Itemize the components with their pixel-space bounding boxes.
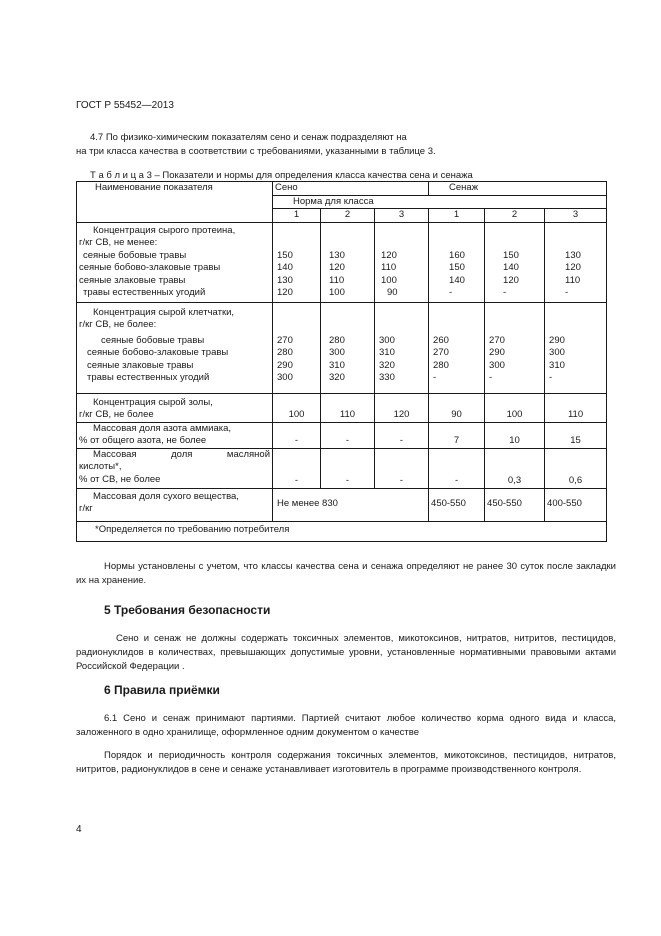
value-cell-hay-min: Не менее 830 bbox=[273, 488, 429, 521]
value-cell: - bbox=[429, 448, 485, 488]
value-cell: 110 bbox=[329, 274, 345, 286]
value-cell: 130 bbox=[329, 249, 345, 261]
value-cell: 260 bbox=[433, 334, 449, 346]
value-cell: 110 bbox=[565, 274, 581, 286]
header-name: Наименование показателя bbox=[77, 182, 273, 223]
values-hay-2 bbox=[321, 222, 375, 302]
value-cell: - bbox=[449, 287, 453, 298]
value-cell: 300 bbox=[489, 359, 505, 371]
value-cell: 140 bbox=[277, 262, 293, 273]
value-cell: 150 bbox=[449, 262, 465, 273]
value-cell: 90 bbox=[429, 393, 485, 422]
quality-table bbox=[76, 181, 607, 542]
row-item: сеяные злаковые травы bbox=[87, 359, 194, 371]
value-cell: 450-550 bbox=[485, 488, 545, 521]
row-item: сеяные злаковые травы bbox=[79, 274, 186, 286]
values-haylage-1 bbox=[429, 222, 485, 302]
value-cell: - bbox=[321, 448, 375, 488]
value-cell: 130 bbox=[277, 274, 293, 286]
value-cell: 320 bbox=[329, 372, 345, 383]
value-cell: 90 bbox=[387, 287, 398, 298]
value-cell: 290 bbox=[489, 347, 505, 358]
row-label-protein bbox=[77, 222, 273, 302]
row-subtitle: кислоты*, bbox=[79, 461, 122, 472]
value-cell: 280 bbox=[433, 359, 449, 371]
row-title: Концентрация сырой клетчатки, bbox=[93, 306, 235, 318]
value-cell: 120 bbox=[503, 274, 519, 286]
value-cell: - bbox=[273, 422, 321, 448]
value-cell: 270 bbox=[433, 347, 449, 358]
row-label-drymatter bbox=[77, 488, 273, 521]
row-label-butyric bbox=[77, 448, 273, 488]
row-subtitle: г/кг СВ, не менее: bbox=[79, 237, 158, 248]
class-number: 3 bbox=[545, 209, 607, 223]
table-caption: Т а б л и ц а 3 – Показатели и нормы для определения класса качества сена и сенажа bbox=[90, 170, 473, 181]
table-row-ash bbox=[77, 393, 607, 422]
values-hay-3 bbox=[375, 302, 429, 393]
header-haylage: Сенаж bbox=[429, 182, 607, 196]
values-haylage-1 bbox=[429, 302, 485, 393]
row-title-word: масляной bbox=[226, 448, 270, 460]
value-cell: 150 bbox=[503, 249, 519, 261]
section-5-title: 5 Требования безопасности bbox=[104, 603, 271, 617]
value-cell: 120 bbox=[329, 262, 345, 273]
row-item: сеяные бобовые травы bbox=[101, 334, 205, 346]
value-cell: 10 bbox=[485, 422, 545, 448]
value-cell: - bbox=[433, 372, 437, 383]
row-subtitle: г/кг СВ, не более: bbox=[79, 319, 157, 330]
value-cell: 130 bbox=[565, 249, 581, 261]
row-subtitle: % от общего азота, не более bbox=[79, 435, 207, 446]
row-item: сеяные бобово-злаковые травы bbox=[79, 262, 221, 273]
row-title bbox=[79, 449, 270, 462]
value-cell: 310 bbox=[549, 359, 565, 371]
value-cell: 400-550 bbox=[545, 488, 607, 521]
value-cell: 160 bbox=[449, 249, 465, 261]
value-cell: - bbox=[273, 448, 321, 488]
value-cell: 310 bbox=[379, 347, 395, 358]
class-number: 2 bbox=[321, 209, 375, 223]
row-title: Концентрация сырого протеина, bbox=[93, 224, 236, 236]
section-6-title: 6 Правила приёмки bbox=[104, 683, 220, 697]
row-title-word: Массовая bbox=[93, 448, 137, 460]
value-cell: 300 bbox=[549, 347, 565, 358]
class-number: 3 bbox=[375, 209, 429, 223]
intro-paragraph bbox=[76, 131, 616, 159]
value-cell: - bbox=[375, 448, 429, 488]
class-number: 2 bbox=[485, 209, 545, 223]
values-hay-1 bbox=[273, 222, 321, 302]
table-footnote: *Определяется по требованию потребителя bbox=[77, 521, 607, 541]
value-cell: 100 bbox=[381, 274, 397, 286]
row-label-fiber bbox=[77, 302, 273, 393]
value-cell: 120 bbox=[381, 249, 397, 261]
values-haylage-2 bbox=[485, 302, 545, 393]
values-hay-3 bbox=[375, 222, 429, 302]
section-6-paragraph-1: 6.1 Сено и сенаж принимают партиями. Партией считают любое количество корма одного вида и класса, заложенного в одно хранилище, оформленное одним документом о качестве bbox=[76, 713, 616, 738]
value-cell: 140 bbox=[449, 274, 465, 286]
value-cell: - bbox=[503, 287, 507, 298]
table-row-butyric bbox=[77, 448, 607, 488]
class-number: 1 bbox=[273, 209, 321, 223]
value-cell: 450-550 bbox=[429, 488, 485, 521]
value-cell: 110 bbox=[321, 393, 375, 422]
value-cell: 290 bbox=[549, 334, 565, 346]
row-subtitle: г/кг СВ, не более bbox=[79, 409, 154, 420]
value-cell: 110 bbox=[545, 393, 607, 422]
value-cell: 320 bbox=[379, 359, 395, 371]
row-title-word: доля bbox=[171, 448, 193, 460]
value-cell: 0,6 bbox=[545, 448, 607, 488]
value-cell: 140 bbox=[503, 262, 519, 273]
row-item: травы естественных угодий bbox=[87, 372, 210, 383]
value-cell: 120 bbox=[277, 287, 293, 298]
row-title: Массовая доля сухого вещества, bbox=[93, 490, 239, 502]
values-hay-2 bbox=[321, 302, 375, 393]
row-title: Массовая доля азота аммиака, bbox=[93, 422, 232, 434]
table-row-ammonia bbox=[77, 422, 607, 448]
values-hay-1 bbox=[273, 302, 321, 393]
intro-line-1: 4.7 По физико-химическим показателям сено и сенаж подразделяют на bbox=[90, 132, 407, 143]
row-label-ash bbox=[77, 393, 273, 422]
value-cell: 300 bbox=[379, 334, 395, 346]
table-row-fiber bbox=[77, 302, 607, 393]
value-cell: 270 bbox=[489, 334, 505, 346]
row-item: сеяные бобовые травы bbox=[83, 249, 187, 261]
value-cell: 280 bbox=[329, 334, 345, 346]
value-cell: 100 bbox=[329, 287, 345, 298]
page-number: 4 bbox=[76, 824, 82, 835]
value-cell: 100 bbox=[485, 393, 545, 422]
value-cell: 290 bbox=[277, 359, 293, 371]
row-label-ammonia bbox=[77, 422, 273, 448]
values-haylage-3 bbox=[545, 302, 607, 393]
value-cell: 15 bbox=[545, 422, 607, 448]
value-cell: 300 bbox=[277, 372, 293, 383]
value-cell: 150 bbox=[277, 249, 293, 261]
norms-paragraph: Нормы установлены с учетом, что классы качества сена и сенажа определяют не ранее 30 суток после закладки их на хранение. bbox=[76, 561, 616, 586]
section-6-paragraph-2: Порядок и периодичность контроля содержания токсичных элементов, микотоксинов, пестицидов, нитратов, нитритов, радионуклидов в сене и сенаже устанавливает изготовитель в программе производственного контроля. bbox=[76, 750, 616, 775]
document-header: ГОСТ Р 55452—2013 bbox=[76, 100, 174, 111]
values-haylage-2 bbox=[485, 222, 545, 302]
row-title: Концентрация сырой золы, bbox=[93, 396, 213, 408]
class-number: 1 bbox=[429, 209, 485, 223]
value-cell: 310 bbox=[329, 359, 345, 371]
header-norm: Норма для класса bbox=[273, 195, 607, 209]
value-cell: - bbox=[549, 372, 553, 383]
value-cell: 330 bbox=[379, 372, 395, 383]
value-cell: - bbox=[375, 422, 429, 448]
value-cell: 300 bbox=[329, 347, 345, 358]
value-cell: 270 bbox=[277, 334, 293, 346]
row-item: травы естественных угодий bbox=[83, 287, 206, 298]
table-footnote-row bbox=[77, 521, 607, 541]
value-cell: - bbox=[321, 422, 375, 448]
row-subtitle: % от СВ, не более bbox=[79, 473, 161, 485]
value-cell: 0,3 bbox=[485, 448, 545, 488]
header-hay: Сено bbox=[273, 182, 429, 196]
value-cell: - bbox=[565, 287, 569, 298]
table-row-drymatter bbox=[77, 488, 607, 521]
intro-line-2: на три класса качества в соответствии с требованиями, указанными в таблице 3. bbox=[76, 146, 436, 157]
value-cell: 120 bbox=[565, 262, 581, 273]
value-cell: 7 bbox=[429, 422, 485, 448]
value-cell: 280 bbox=[277, 347, 293, 358]
table-row-protein bbox=[77, 222, 607, 302]
section-5-text: Сено и сенаж не должны содержать токсичных элементов, микотоксинов, нитратов, нитритов, пестицидов, радионуклидов в количествах, превышающих допустимые уровни, установленные нормативными правовыми актами Российской Федерации . bbox=[76, 633, 616, 672]
row-subtitle: г/кг bbox=[79, 503, 93, 514]
value-cell: - bbox=[489, 372, 493, 383]
values-haylage-3 bbox=[545, 222, 607, 302]
value-cell: 120 bbox=[375, 393, 429, 422]
value-cell: 110 bbox=[381, 262, 397, 273]
row-item: сеяные бобово-злаковые травы bbox=[87, 347, 229, 358]
table-header-row bbox=[77, 182, 607, 196]
value-cell: 100 bbox=[273, 393, 321, 422]
